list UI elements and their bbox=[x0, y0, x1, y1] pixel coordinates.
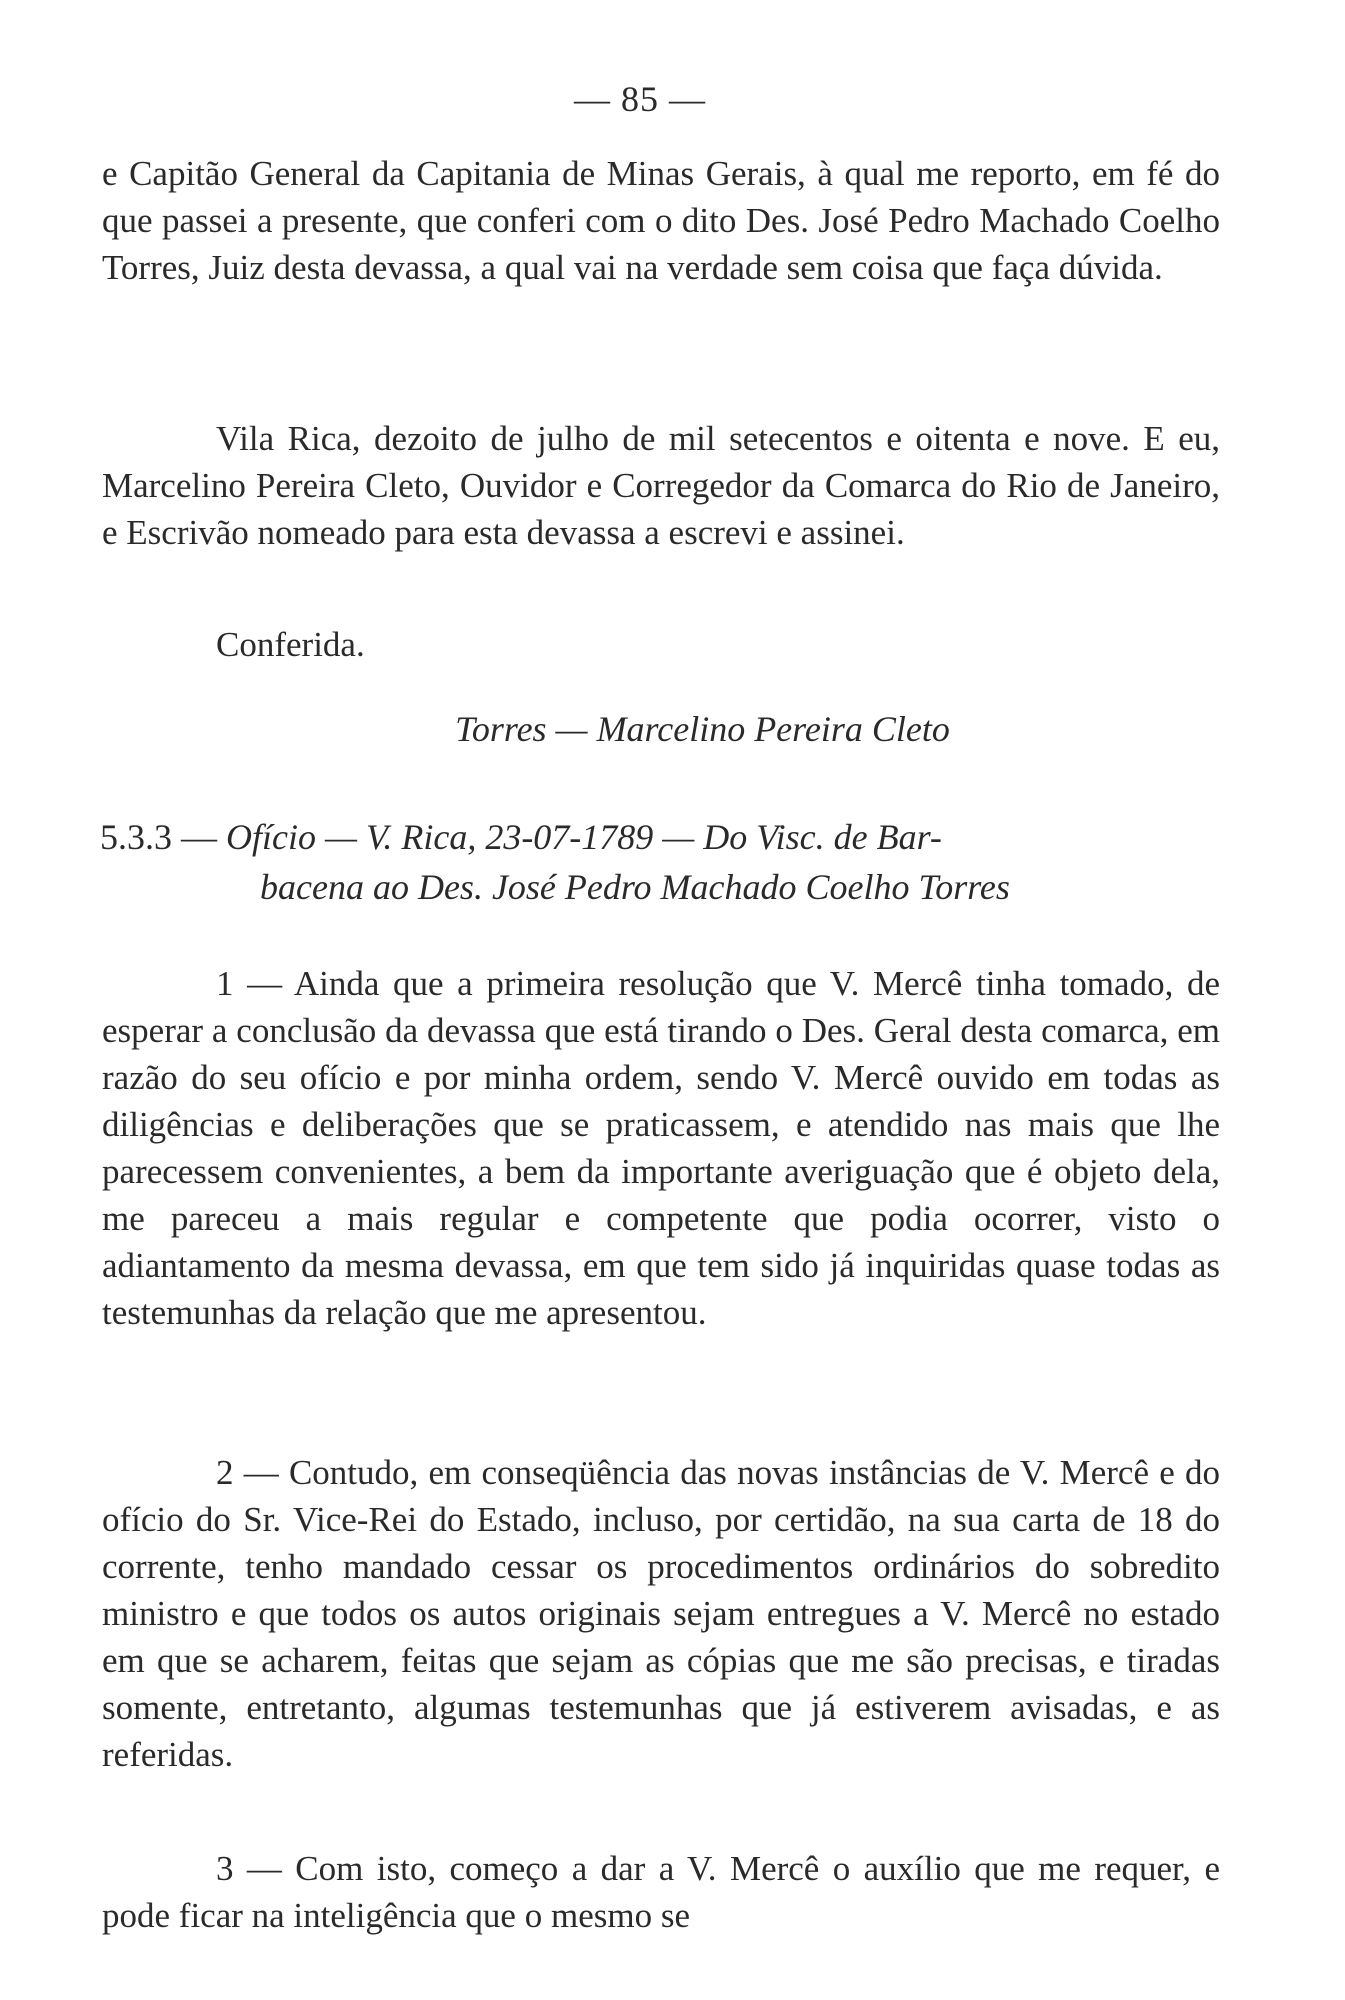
paragraph-text: Vila Rica, dezoito de julho de mil setecentos e oitenta e nove. E eu, Marcelino Pereira Cleto, Ouvidor e Corregedor da Comarca do Rio de Janeiro, e Escrivão nomeado para esta devassa a escrevi e assinei. bbox=[102, 419, 1220, 552]
paragraph-3 bbox=[102, 1845, 1220, 1939]
paragraph-2 bbox=[102, 1449, 1220, 1778]
paragraph-text: 3 — Com isto, começo a dar a V. Mercê o auxílio que me requer, e pode ficar na inteligência que o mesmo se bbox=[102, 1849, 1220, 1935]
paragraph-1 bbox=[102, 960, 1220, 1336]
paragraph-text: 2 — Contudo, em conseqüência das novas instâncias de V. Mercê e do ofício do Sr. Vice-Rei do Estado, incluso, por certidão, na sua carta de 18 do corrente, tenho mandado cessar os procedimentos ordinários do sobredito ministro e que todos os autos originais sejam entregues a V. Mercê no estado em que se acharem, feitas que sejam as cópias que me são precisas, e tiradas somente, entretanto, algumas testemunhas que já estiverem avisadas, e as referidas. bbox=[102, 1453, 1220, 1774]
section-title-line2: bacena ao Des. José Pedro Machado Coelho Torres bbox=[260, 867, 1010, 907]
section-number: 5.3.3 — bbox=[100, 817, 217, 857]
paragraph-text: e Capitão General da Capitania de Minas Gerais, à qual me reporto, em fé do que passei a presente, que conferi com o dito Des. José Pedro Machado Coelho Torres, Juiz desta devassa, a qual vai na verdade sem coisa que faça dúvida. bbox=[102, 154, 1220, 287]
signature-line: Torres — Marcelino Pereira Cleto bbox=[455, 709, 950, 749]
paragraph-continuation bbox=[102, 150, 1220, 291]
conferida-note: Conferida. bbox=[216, 625, 365, 664]
paragraph-text: 1 — Ainda que a primeira resolução que V. Mercê tinha tomado, de esperar a conclusão da devassa que está tirando o Des. Geral desta comarca, em razão do seu ofício e por minha ordem, sendo V. Mercê ouvido em todas as diligências e deliberações que se praticassem, e atendido nas mais que lhe parecessem convenientes, a bem da importante averiguação que é objeto dela, me pareceu a mais regular e competente que podia ocorrer, visto o adiantamento da mesma devassa, em que tem sido já inquiridas quase todas as testemunhas da relação que me apresentou. bbox=[102, 964, 1220, 1332]
paragraph-vila-rica bbox=[102, 415, 1220, 556]
section-title-line1: Ofício — V. Rica, 23-07-1789 — Do Visc. de Bar- bbox=[226, 817, 942, 857]
page-number: — 85 — bbox=[574, 79, 706, 119]
section-heading bbox=[100, 812, 1220, 912]
